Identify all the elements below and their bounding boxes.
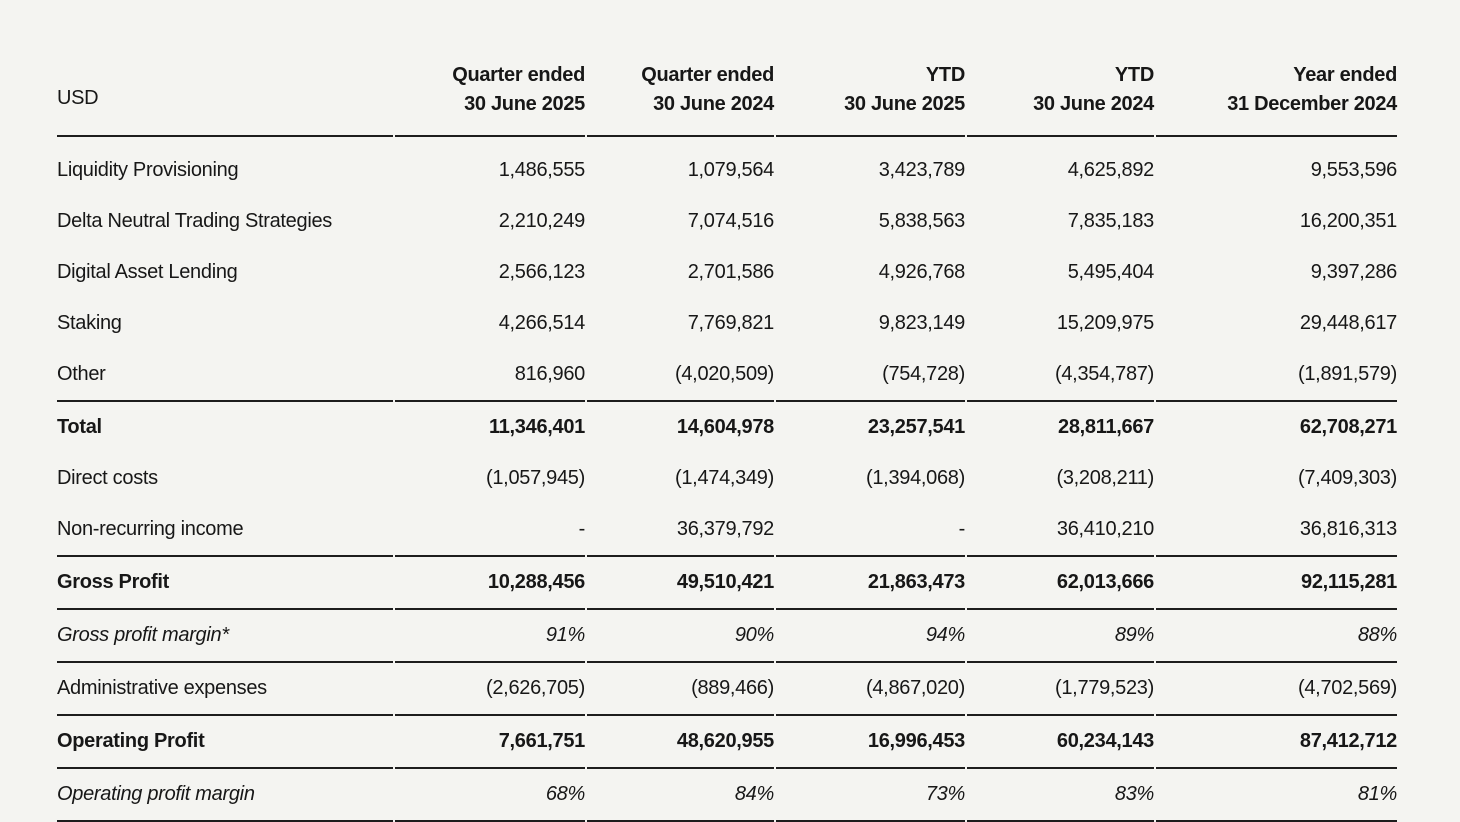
column-header — [587, 26, 774, 137]
cell-value: 10,288,456 — [395, 555, 585, 610]
column-header-line1: Year ended — [1293, 64, 1397, 86]
row-label: Gross profit margin* — [57, 610, 393, 663]
cell-value: 15,209,975 — [1056, 312, 1154, 334]
cell-value: 89% — [967, 610, 1154, 663]
cell-value: 2,210,249 — [498, 210, 585, 232]
table-row — [57, 298, 1397, 349]
cell-value: 2,701,586 — [687, 261, 774, 283]
table-row — [57, 137, 1397, 196]
cell-value: (2,626,705) — [395, 663, 585, 716]
row-label: Staking — [57, 312, 122, 334]
cell-value: 1,486,555 — [498, 159, 585, 181]
cell-value: 7,661,751 — [395, 716, 585, 769]
column-header — [395, 26, 585, 137]
cell-value: 816,960 — [514, 363, 585, 385]
row-label: Direct costs — [57, 467, 158, 489]
table-row — [57, 453, 1397, 504]
table-row — [57, 769, 1397, 822]
cell-value: 7,074,516 — [687, 210, 774, 232]
column-header-line1: Quarter ended — [452, 64, 585, 86]
cell-value: (1,057,945) — [486, 467, 585, 489]
cell-value: - — [578, 518, 585, 540]
table-row — [57, 555, 1397, 610]
cell-value: 84% — [587, 769, 774, 822]
cell-value: 90% — [587, 610, 774, 663]
cell-value: 36,410,210 — [1056, 518, 1154, 540]
cell-value: (754,728) — [882, 363, 965, 385]
cell-value: 88% — [1156, 610, 1397, 663]
cell-value: 94% — [776, 610, 965, 663]
cell-value: 4,926,768 — [878, 261, 965, 283]
column-header-line2: 30 June 2025 — [844, 93, 965, 115]
cell-value: 62,013,666 — [967, 555, 1154, 610]
row-label: Delta Neutral Trading Strategies — [57, 210, 332, 232]
header-row — [57, 26, 1397, 137]
table-row — [57, 400, 1397, 453]
table-row — [57, 663, 1397, 716]
row-label: Administrative expenses — [57, 663, 393, 716]
cell-value: 91% — [395, 610, 585, 663]
cell-value: (889,466) — [587, 663, 774, 716]
column-header-line1: YTD — [1114, 64, 1154, 86]
cell-value: (4,867,020) — [776, 663, 965, 716]
cell-value: (4,702,569) — [1156, 663, 1397, 716]
financial-table — [55, 26, 1399, 822]
cell-value: 48,620,955 — [587, 716, 774, 769]
table-row — [57, 349, 1397, 400]
table-header — [57, 26, 1397, 137]
cell-value: 29,448,617 — [1299, 312, 1397, 334]
cell-value: 36,816,313 — [1299, 518, 1397, 540]
unit-label: USD — [57, 26, 393, 137]
row-label: Non-recurring income — [57, 518, 244, 540]
cell-value: 87,412,712 — [1156, 716, 1397, 769]
cell-value: 4,266,514 — [498, 312, 585, 334]
cell-value: 9,823,149 — [878, 312, 965, 334]
cell-value: 16,996,453 — [776, 716, 965, 769]
cell-value: 81% — [1156, 769, 1397, 822]
cell-value: 9,397,286 — [1310, 261, 1397, 283]
column-header — [776, 26, 965, 137]
table-body — [57, 137, 1397, 822]
column-header-line1: Quarter ended — [641, 64, 774, 86]
row-label: Digital Asset Lending — [57, 261, 238, 283]
cell-value: 36,379,792 — [676, 518, 774, 540]
cell-value: 11,346,401 — [395, 400, 585, 453]
row-label: Operating profit margin — [57, 769, 393, 822]
table-row — [57, 716, 1397, 769]
cell-value: 5,838,563 — [878, 210, 965, 232]
column-header-line2: 30 June 2024 — [1033, 93, 1154, 115]
column-header — [967, 26, 1154, 137]
cell-value: (1,779,523) — [967, 663, 1154, 716]
cell-value: 9,553,596 — [1310, 159, 1397, 181]
cell-value: 23,257,541 — [776, 400, 965, 453]
cell-value: (4,020,509) — [675, 363, 774, 385]
table-row — [57, 610, 1397, 663]
cell-value: 60,234,143 — [967, 716, 1154, 769]
row-label: Total — [57, 400, 393, 453]
column-header-line2: 30 June 2024 — [653, 93, 774, 115]
cell-value: 83% — [967, 769, 1154, 822]
cell-value: (1,394,068) — [866, 467, 965, 489]
row-label: Other — [57, 363, 106, 385]
cell-value: 21,863,473 — [776, 555, 965, 610]
cell-value: (1,474,349) — [675, 467, 774, 489]
cell-value: 14,604,978 — [587, 400, 774, 453]
column-header — [1156, 26, 1397, 137]
table-row — [57, 504, 1397, 555]
cell-value: 2,566,123 — [498, 261, 585, 283]
row-label: Gross Profit — [57, 555, 393, 610]
cell-value: 92,115,281 — [1156, 555, 1397, 610]
column-header-line2: 30 June 2025 — [464, 93, 585, 115]
cell-value: 5,495,404 — [1067, 261, 1154, 283]
cell-value: 7,769,821 — [687, 312, 774, 334]
cell-value: 7,835,183 — [1067, 210, 1154, 232]
cell-value: (3,208,211) — [1056, 467, 1154, 489]
cell-value: 62,708,271 — [1156, 400, 1397, 453]
cell-value: 1,079,564 — [687, 159, 774, 181]
table-row — [57, 196, 1397, 247]
cell-value: (7,409,303) — [1298, 467, 1397, 489]
cell-value: (4,354,787) — [1055, 363, 1154, 385]
cell-value: 73% — [776, 769, 965, 822]
cell-value: 68% — [395, 769, 585, 822]
cell-value: 16,200,351 — [1299, 210, 1397, 232]
column-header-line2: 31 December 2024 — [1227, 93, 1397, 115]
row-label: Operating Profit — [57, 716, 393, 769]
column-header-line1: YTD — [925, 64, 965, 86]
cell-value: - — [958, 518, 965, 540]
cell-value: 28,811,667 — [967, 400, 1154, 453]
row-label: Liquidity Provisioning — [57, 159, 239, 181]
table-row — [57, 247, 1397, 298]
cell-value: 4,625,892 — [1067, 159, 1154, 181]
cell-value: 49,510,421 — [587, 555, 774, 610]
cell-value: (1,891,579) — [1298, 363, 1397, 385]
cell-value: 3,423,789 — [878, 159, 965, 181]
